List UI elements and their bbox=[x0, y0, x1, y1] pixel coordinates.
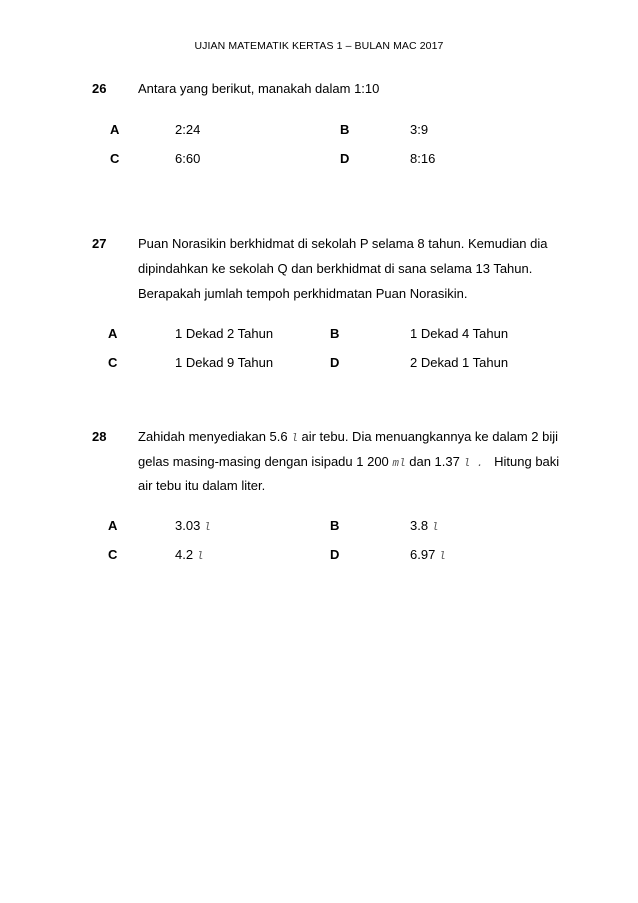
option-text-c: 6:60 bbox=[175, 151, 201, 166]
liter-unit: l . bbox=[463, 458, 484, 470]
option-text-a: 2:24 bbox=[175, 122, 201, 137]
question-number: 26 bbox=[92, 81, 107, 96]
option-value: 3.8 bbox=[410, 518, 429, 533]
option-value: 4.2 bbox=[175, 547, 194, 562]
option-value: 3.03 bbox=[175, 518, 201, 533]
liter-unit: l bbox=[203, 522, 211, 534]
option-text-d bbox=[410, 547, 446, 563]
option-letter-b: B bbox=[340, 122, 350, 137]
question-text-line-2: dipindahkan ke sekolah Q dan berkhidmat di sana selama 13 Tahun. bbox=[138, 261, 533, 276]
option-letter-a: A bbox=[108, 518, 118, 533]
option-letter-c: C bbox=[110, 151, 120, 166]
liter-unit: l bbox=[196, 551, 204, 563]
option-letter-d: D bbox=[330, 355, 340, 370]
question-text-line-3: air tebu itu dalam liter. bbox=[138, 478, 266, 493]
option-text-a bbox=[175, 518, 211, 534]
option-letter-c: C bbox=[108, 355, 118, 370]
question-number: 28 bbox=[92, 429, 107, 444]
milliliter-unit: ml bbox=[392, 458, 406, 470]
option-value: 6.97 bbox=[410, 547, 436, 562]
liter-unit: l bbox=[431, 522, 439, 534]
option-letter-b: B bbox=[330, 518, 340, 533]
option-text-d: 2 Dekad 1 Tahun bbox=[410, 355, 509, 370]
liter-unit: l bbox=[438, 551, 446, 563]
option-text-b bbox=[410, 518, 438, 534]
option-letter-d: D bbox=[340, 151, 350, 166]
option-letter-c: C bbox=[108, 547, 118, 562]
option-letter-a: A bbox=[108, 326, 118, 341]
option-text-a: 1 Dekad 2 Tahun bbox=[175, 326, 274, 341]
option-text-c: 1 Dekad 9 Tahun bbox=[175, 355, 274, 370]
option-text-b: 3:9 bbox=[410, 122, 429, 137]
question-text-line-3: Berapakah jumlah tempoh perkhidmatan Puan Norasikin. bbox=[138, 286, 468, 301]
option-text-c bbox=[175, 547, 203, 563]
text-segment: gelas masing-masing dengan isipadu 1 200 bbox=[138, 454, 389, 469]
question-text-line-1 bbox=[138, 429, 558, 445]
question-text-line-1: Puan Norasikin berkhidmat di sekolah P selama 8 tahun. Kemudian dia bbox=[138, 236, 548, 251]
question-text: Antara yang berikut, manakah dalam 1:10 bbox=[138, 81, 380, 96]
option-text-b: 1 Dekad 4 Tahun bbox=[410, 326, 509, 341]
question-text-line-2 bbox=[138, 454, 559, 470]
option-text-d: 8:16 bbox=[410, 151, 436, 166]
option-letter-a: A bbox=[110, 122, 120, 137]
option-letter-b: B bbox=[330, 326, 340, 341]
page-header: UJIAN MATEMATIK KERTAS 1 – BULAN MAC 2017 bbox=[194, 40, 444, 52]
text-segment: dan 1.37 bbox=[409, 454, 460, 469]
text-segment: Hitung baki bbox=[494, 454, 560, 469]
text-segment: air tebu. Dia menuangkannya ke dalam 2 biji bbox=[301, 429, 559, 444]
question-number: 27 bbox=[92, 236, 107, 251]
option-letter-d: D bbox=[330, 547, 340, 562]
liter-unit: l bbox=[291, 433, 298, 445]
text-segment: Zahidah menyediakan 5.6 bbox=[138, 429, 288, 444]
